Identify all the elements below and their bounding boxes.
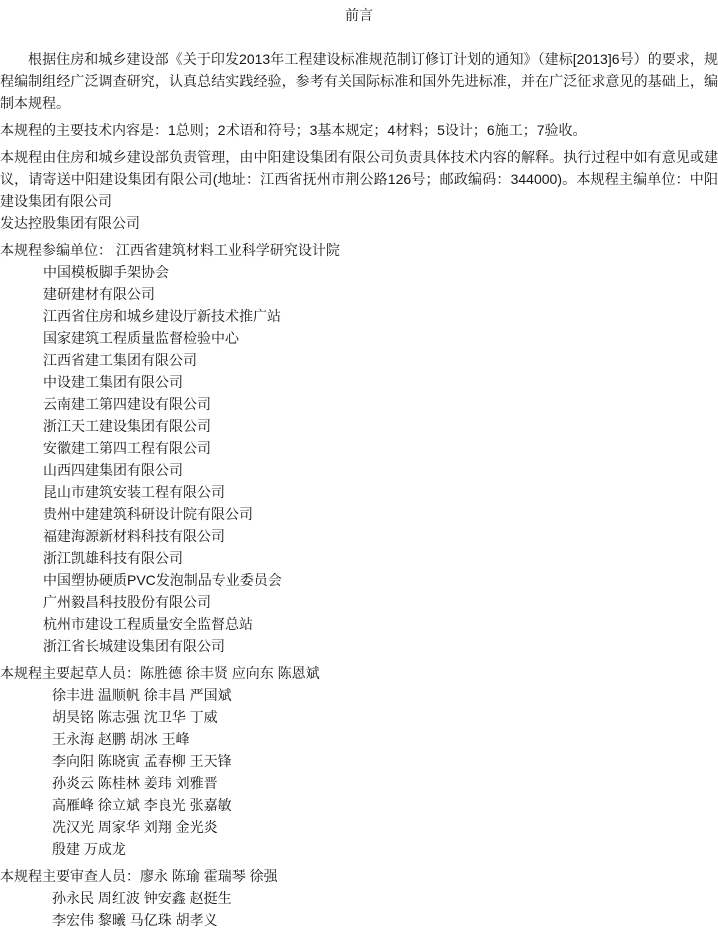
reviewer-row: 李宏伟 黎曦 马亿珠 胡孝义 xyxy=(52,912,218,928)
drafter-row: 胡昊铭 陈志强 沈卫华 丁威 xyxy=(52,709,218,725)
preface-document xyxy=(0,4,718,931)
technical-contents-paragraph: 本规程的主要技术内容是：1总则；2术语和符号；3基本规定；4材料；5设计；6施工；7验收。 xyxy=(0,122,587,138)
drafter-row: 孙炎云 陈桂林 姜玮 刘雅晋 xyxy=(52,775,218,791)
participant-item: 浙江省长城建设集团有限公司 xyxy=(43,638,225,654)
drafters-label-line xyxy=(0,662,718,684)
participant-item: 贵州中建建筑科研设计院有限公司 xyxy=(43,506,253,522)
drafters-section xyxy=(0,662,718,860)
participant-item: 国家建筑工程质量监督检验中心 xyxy=(43,330,239,346)
participant-item: 江西省建工集团有限公司 xyxy=(43,352,197,368)
reviewer-row: 孙永民 周红波 钟安鑫 赵挺生 xyxy=(52,890,232,906)
participant-item: 山西四建集团有限公司 xyxy=(43,462,183,478)
participant-item: 广州毅昌科技股份有限公司 xyxy=(43,594,211,610)
chief-editor-unit: 发达控股集团有限公司 xyxy=(0,215,140,231)
drafter-row: 陈胜德 徐丰贤 应向东 陈恩斌 xyxy=(140,665,320,681)
intro-paragraph: 根据住房和城乡建设部《关于印发2013年工程建设标准规范制订修订计划的通知》（建标[2013]6号）的要求，规程编制组经广泛调查研究，认真总结实践经验，参考有关国际标准和国外先进标准，并在广泛征求意见的基础上，编制本规程。 xyxy=(0,51,718,111)
reviewers-section xyxy=(0,865,718,931)
participant-item: 浙江凯雄科技有限公司 xyxy=(43,550,183,566)
participant-item: 浙江天工建设集团有限公司 xyxy=(43,418,211,434)
drafter-row: 高雁峰 徐立斌 李良光 张嘉敏 xyxy=(52,797,232,813)
reviewer-row: 廖永 陈瑜 霍瑞琴 徐强 xyxy=(140,868,278,884)
drafter-row: 李向阳 陈晓寅 孟春柳 王天锋 xyxy=(52,753,232,769)
participants-section xyxy=(0,239,718,657)
drafter-row: 殷建 万成龙 xyxy=(52,841,126,857)
participant-item: 云南建工第四建设有限公司 xyxy=(43,396,211,412)
participant-item: 江西省建筑材料工业科学研究设计院 xyxy=(115,242,340,258)
participant-item: 江西省住房和城乡建设厅新技术推广站 xyxy=(43,308,281,324)
reviewers-label-line xyxy=(0,865,718,887)
participants-label: 本规程参编单位： xyxy=(0,242,112,258)
drafter-row: 王永海 赵鹏 胡冰 王峰 xyxy=(52,731,190,747)
reviewers-label: 本规程主要审查人员： xyxy=(0,868,140,884)
participant-item: 福建海源新材料科技有限公司 xyxy=(43,528,225,544)
participant-item: 昆山市建筑安装工程有限公司 xyxy=(43,484,225,500)
participant-item: 中设建工集团有限公司 xyxy=(43,374,183,390)
participant-item: 建研建材有限公司 xyxy=(43,286,155,302)
drafters-label: 本规程主要起草人员： xyxy=(0,665,140,681)
drafter-row: 冼汉光 周家华 刘翔 金光炎 xyxy=(52,819,218,835)
participant-item: 中国塑协硬质PVC发泡制品专业委员会 xyxy=(43,572,282,588)
page-title: 前言 xyxy=(345,7,373,23)
participant-item: 安徽建工第四工程有限公司 xyxy=(43,440,211,456)
participant-item: 杭州市建设工程质量安全监督总站 xyxy=(43,616,253,632)
participant-item: 中国模板脚手架协会 xyxy=(43,264,169,280)
management-paragraph: 本规程由住房和城乡建设部负责管理，由中阳建设集团有限公司负责具体技术内容的解释。执行过程中如有意见或建议，请寄送中阳建设集团有限公司(地址：江西省抚州市荆公路126号；邮政编码：344000)。本规程主编单位：中阳建设集团有限公司 xyxy=(0,149,718,209)
drafter-row: 徐丰进 温顺帆 徐丰昌 严国斌 xyxy=(52,687,232,703)
participants-label-line xyxy=(0,239,718,261)
